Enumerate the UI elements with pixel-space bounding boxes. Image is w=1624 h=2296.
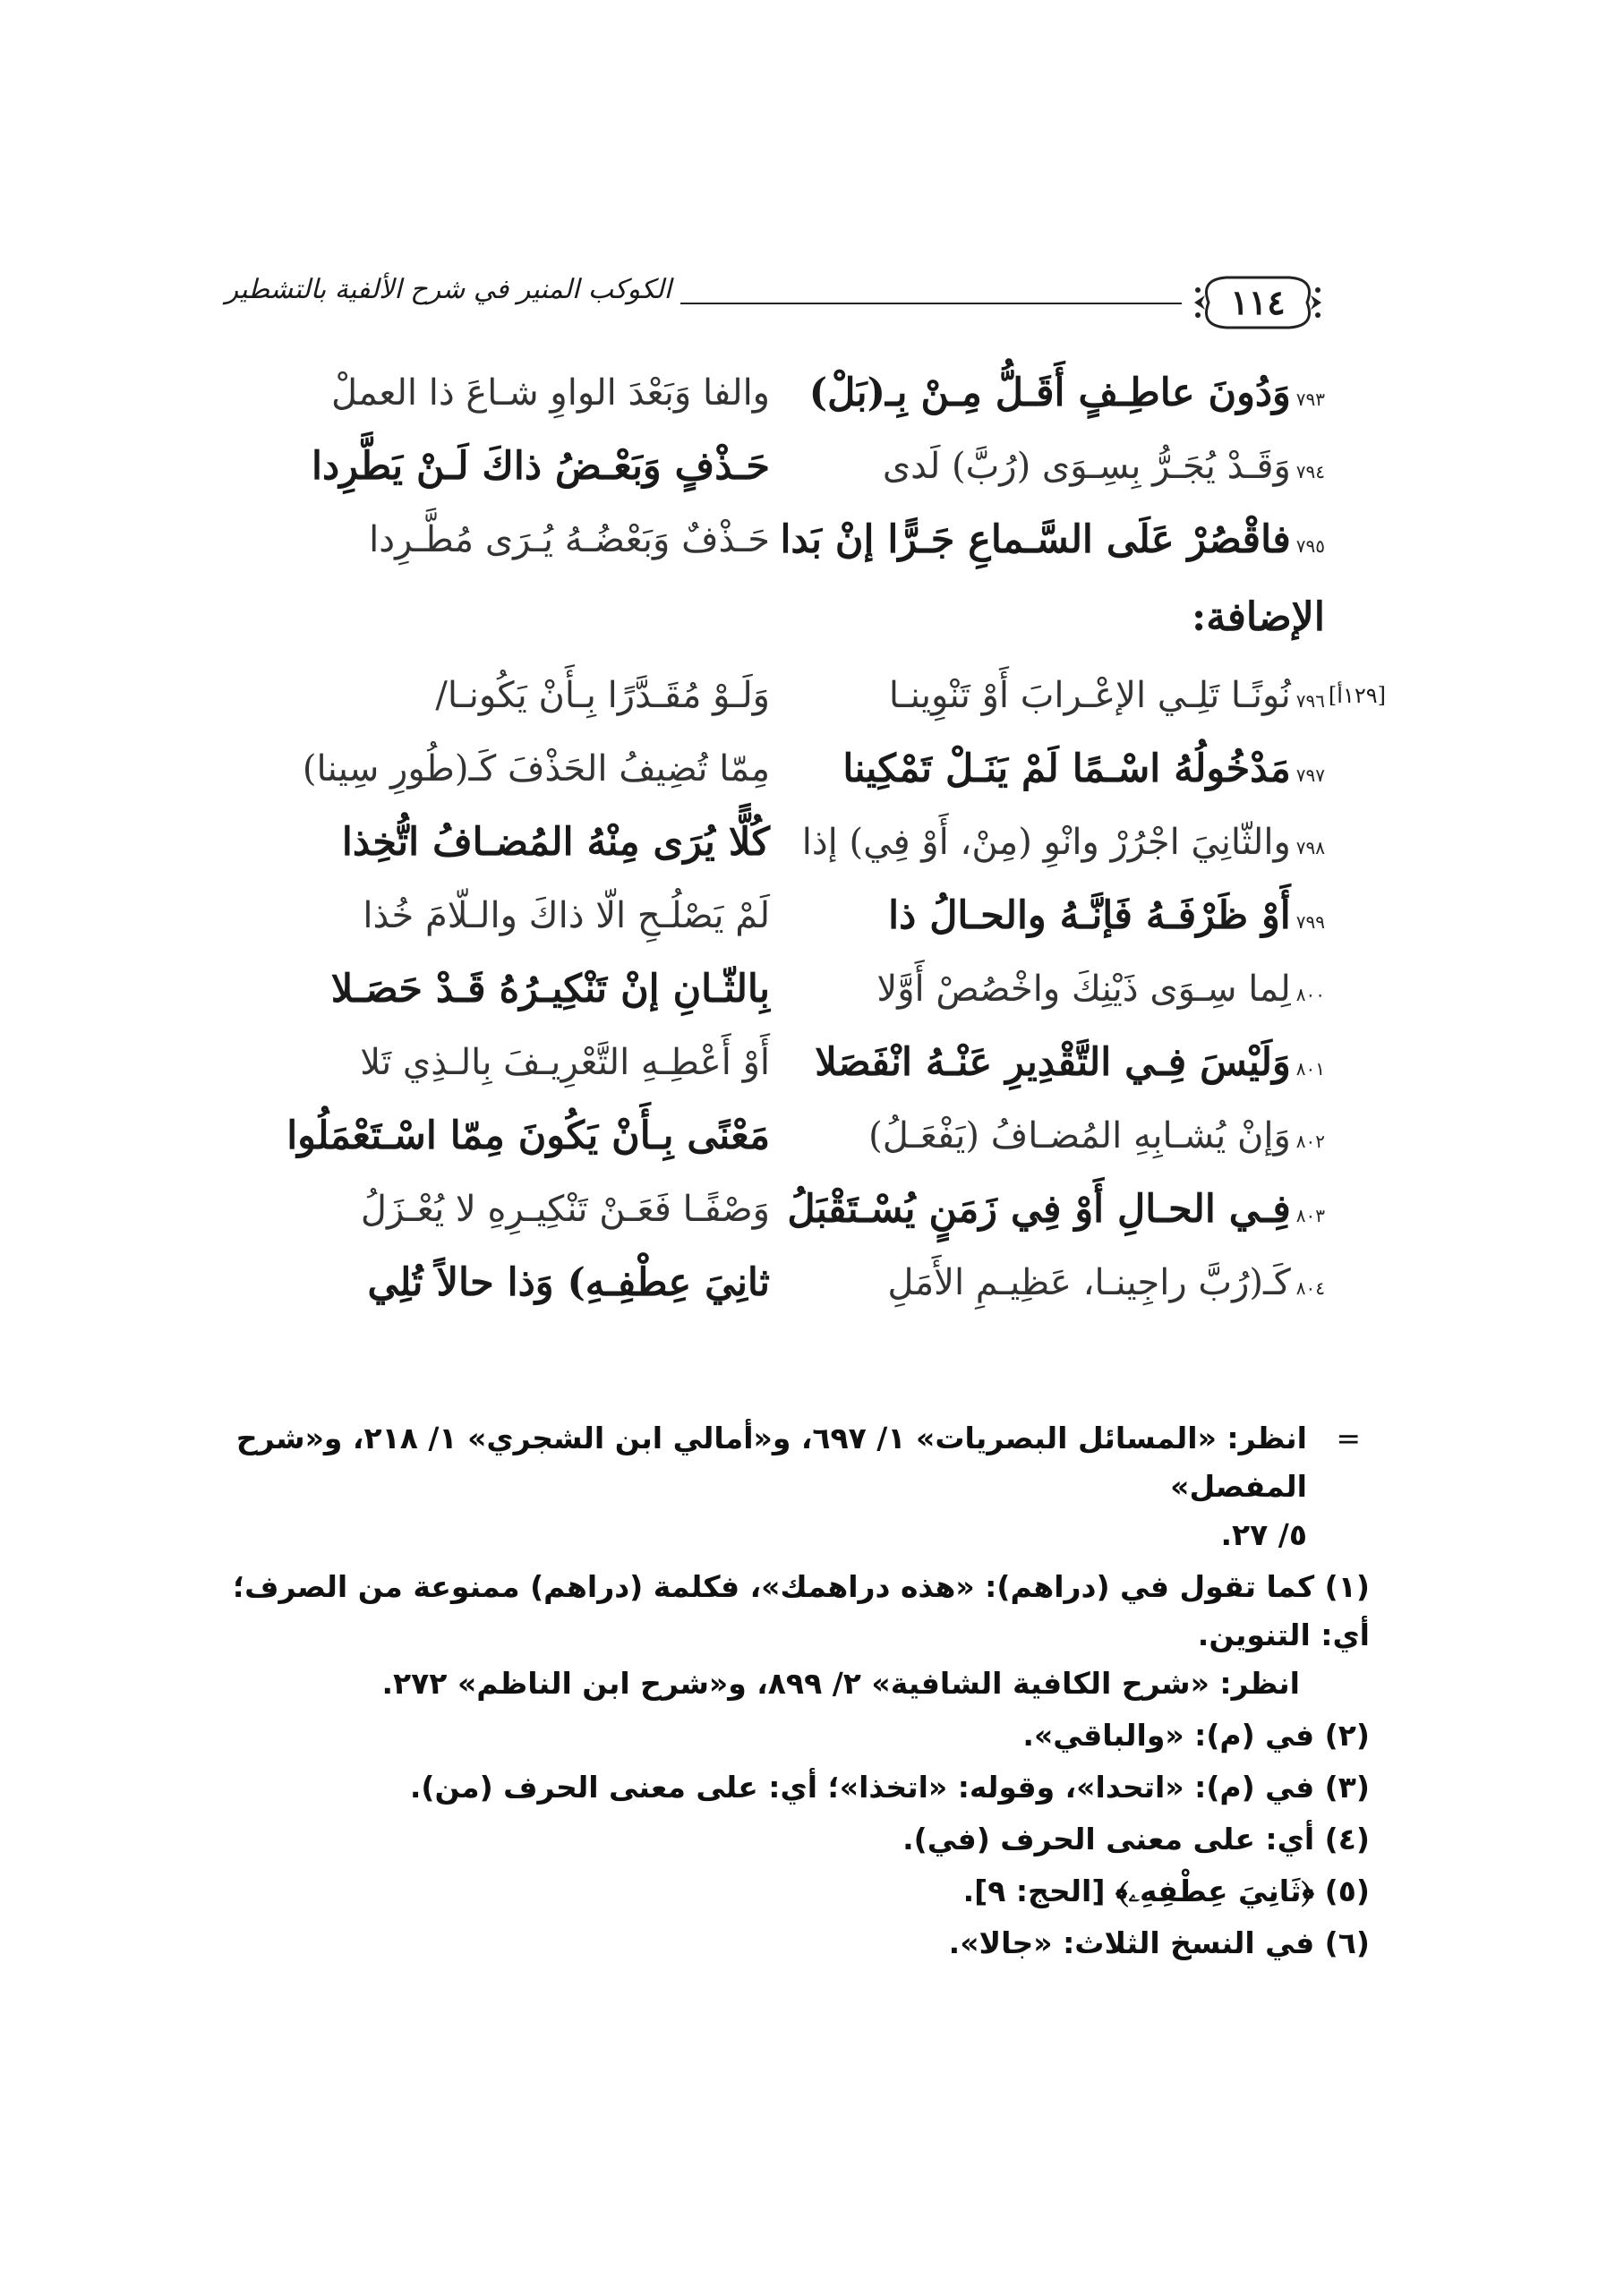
verse-second-hemistich: أَوْ أَعْطِـهِ التَّعْرِيـفَ بِالـذِي تَلا [360, 1042, 770, 1083]
footnote-continuation-line: انظر: «المسائل البصريات» ١/ ٦٩٧، و«أمالي ابن الشجري» ١/ ٢١٨، و«شرح المفصل» [235, 1421, 1307, 1504]
verse-second-hemistich: كُلًّا يُرَى مِنْهُ المُضـافُ اتُّخِذا [341, 820, 770, 865]
verse-first-hemistich: ٧٩٨والثّانِيَ اجْرُرْ وانْوِ (مِنْ، أَوْ فِي) إذا [801, 822, 1325, 863]
verse-second-hemistich: حَـذْفٌ وَبَعْضُـهُ يُـرَى مُطَّـرِدا [369, 519, 770, 560]
page-number: ١١٤ [1230, 282, 1286, 322]
header-rule [680, 303, 1182, 304]
verse-number: ٧٩٤ [1295, 461, 1325, 482]
verse-second-hemistich: وَلَـوْ مُقَـدَّرًا بِـأَنْ يَكُونـا/ [435, 675, 770, 716]
verse-row [242, 732, 1325, 806]
manuscript-folio-marker: [١٢٩أ] [1328, 683, 1386, 708]
verse-first-hemistich: ٨٠١وَلَيْسَ فِـي التَّقْدِيرِ عَنْـهُ انْفَصَلا [815, 1040, 1325, 1085]
verse-number: ٧٩٩ [1295, 911, 1325, 933]
footnote-item: (١) كما تقول في (دراهم): «هذه دراهمك»، فكلمة (دراهم) ممنوعة من الصرف؛ أي: التنوين. [232, 1569, 1370, 1652]
verse-row [242, 952, 1325, 1026]
verse-first-hemistich: ٧٩٦نُونًـا تَلِـي الإعْـرابَ أَوْ تَنْوِينـا [888, 675, 1325, 716]
verse-number: ٧٩٣ [1295, 388, 1325, 410]
verse-first-hemistich: ٧٩٥فاقْصُرْ عَلَى السَّـماعِ جَـرًّا إنْ بَدا [780, 517, 1325, 562]
footnote-reference: انظر: «شرح الكافية الشافية» ٢/ ٨٩٩، و«شرح ابن الناظم» ٢٧٢. [381, 1666, 1300, 1701]
verse-first-hemistich: ٧٩٧مَدْخُولُهُ اسْـمًا لَمْ يَنَـلْ تَمْكِينا [842, 747, 1325, 791]
footnote-item: (٦) في النسخ الثلاث: «جالا». [948, 1925, 1370, 1960]
footnote-item: (٢) في (م): «والباقي». [1022, 1718, 1370, 1753]
verse-number: ٧٩٨ [1295, 837, 1325, 858]
footnote-continuation [224, 1414, 1370, 1559]
verse-first-hemistich: ٧٩٣وَدُونَ عاطِـفٍ أَقَـلُّ مِـنْ بِـ(بَلْ) [808, 371, 1325, 415]
verse-number: ٧٩٥ [1295, 535, 1325, 557]
continuation-mark: = [1336, 1421, 1361, 1455]
running-header [225, 269, 1325, 340]
verse-number: ٨٠٤ [1295, 1277, 1325, 1299]
footnote-item: (٥) ﴿ثَانِيَ عِطْفِهِۦ﴾ [الحج: ٩]. [962, 1874, 1370, 1908]
verse-second-hemistich: ثانِيَ عِطْفِـهِ) وَذا حالاً تُلِي [367, 1260, 770, 1305]
verse-number: ٧٩٧ [1295, 764, 1325, 786]
verse-second-hemistich: بِالثّـانِ إنْ تَنْكِيـرُهُ قَـدْ حَصَـلا [330, 967, 770, 1011]
verse-second-hemistich: والفا وَبَعْدَ الواوِ شـاعَ ذا العملْ [331, 372, 770, 414]
verse-row [242, 806, 1325, 879]
verse-row [242, 659, 1386, 732]
verse-row [242, 879, 1325, 952]
footnotes [224, 1414, 1370, 1967]
verse-second-hemistich: لَمْ يَصْلُـحِ الّا ذاكَ والـلّامَ خُذا [363, 895, 770, 936]
verse-row [242, 1173, 1325, 1246]
verse-row [242, 430, 1325, 503]
verse-row [242, 1246, 1325, 1319]
verse-number: ٨٠١ [1295, 1058, 1325, 1080]
verse-second-hemistich: مَعْنًى بِـأَنْ يَكُونَ مِمّا اسْـتَعْمَلُوا [286, 1114, 770, 1158]
verse-number: ٧٩٦ [1295, 690, 1325, 712]
footnote-item: (٣) في (م): «اتحدا»، وقوله: «اتخذا»؛ أي: على معنى الحرف (من). [409, 1770, 1370, 1805]
verse-first-hemistich: ٧٩٩أَوْ ظَرْفَـهُ فَإنَّـهُ والحـالُ ذا [888, 893, 1325, 938]
verse-row [242, 356, 1325, 430]
verse-number: ٨٠٢ [1295, 1131, 1325, 1152]
verse-first-hemistich: ٧٩٤وَقَـدْ يُجَـرُّ بِسِـوَى (رُبَّ) لَدى [882, 446, 1325, 487]
verse-first-hemistich: ٨٠٣فِـي الحـالِ أَوْ فِي زَمَنٍ يُسْـتَقْبَلُ [787, 1187, 1325, 1232]
verse-first-hemistich: ٨٠٤كَـ(رُبَّ راجِينـا، عَظِيـمِ الأَمَلِ [887, 1262, 1325, 1303]
page-number-badge [1191, 270, 1325, 335]
verse-second-hemistich: مِمّا تُضِيفُ الحَذْفَ كَـ(طُورِ سِينا) [302, 748, 770, 790]
section-heading: الإضافة: [1192, 594, 1325, 640]
verse-second-hemistich: حَـذْفٍ وَبَعْـضُ ذاكَ لَـنْ يَطَّرِدا [312, 444, 770, 489]
verse-second-hemistich: وَصْفًـا فَعَـنْ تَنْكِيـرِهِ لا يُعْـزَلُ [360, 1189, 770, 1230]
running-title: الكوكب المنير في شرح الألفية بالتشطير [225, 274, 671, 305]
verse-block [242, 356, 1386, 1319]
verse-number: ٨٠٣ [1295, 1205, 1325, 1226]
verse-first-hemistich: ٨٠٢وَإنْ يُشـابِهِ المُضـافُ (يَفْعَـلُ) [868, 1115, 1325, 1157]
verse-row [242, 1099, 1325, 1173]
verse-row [242, 1026, 1325, 1099]
footnote-continuation-line: ٥/ ٢٧. [1220, 1517, 1307, 1552]
verse-first-hemistich: ٨٠٠لِما سِـوَى ذَيْنِكَ واخْصُصْ أَوَّلا [876, 969, 1325, 1010]
verse-row [242, 503, 1325, 576]
footnote-item: (٤) أي: على معنى الحرف (في). [902, 1822, 1370, 1856]
verse-number: ٨٠٠ [1295, 984, 1325, 1005]
